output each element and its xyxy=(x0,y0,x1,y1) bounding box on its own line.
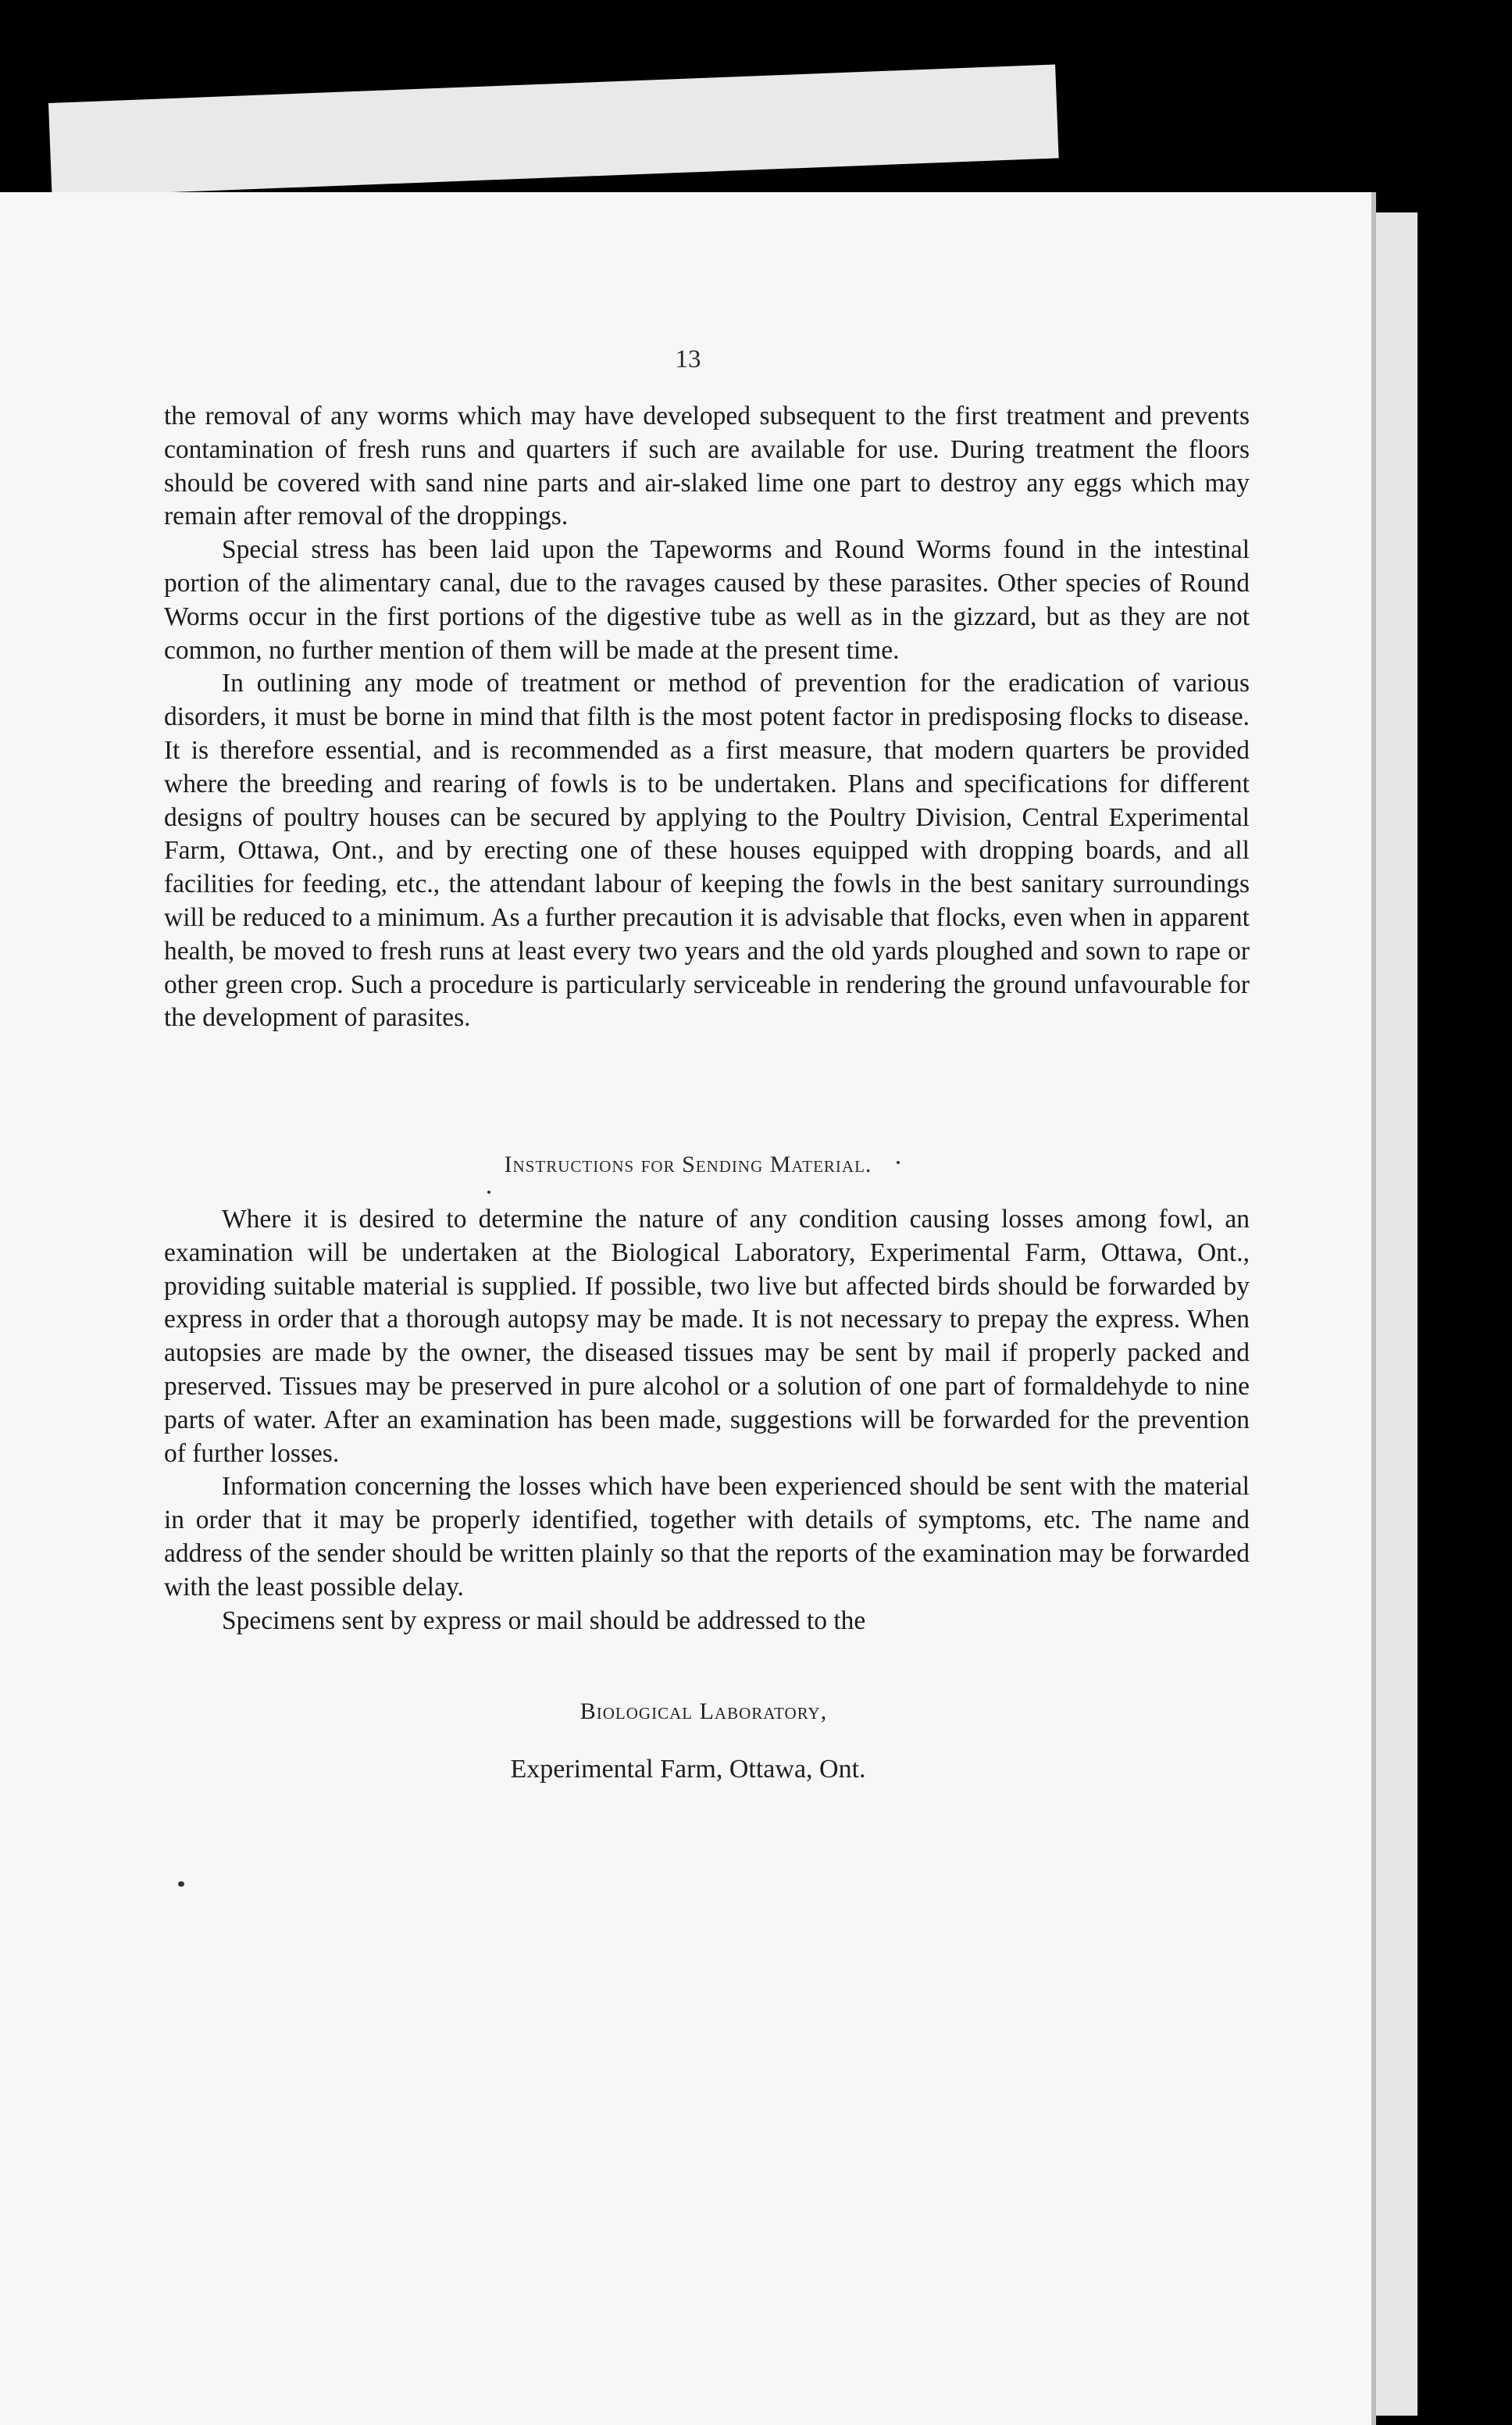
paragraph-special-stress: Special stress has been laid upon the Tapeworms and Round Worms found in the intestinal portion of the alimentary canal, due to the ravages caused by these parasites. Other species of Round Worms occur in the first portions of the digestive tube as well as in the gizzard, but as they are not common, no further mention of them will be made at the present time. xyxy=(164,535,1250,665)
body-text xyxy=(164,400,1250,1035)
paragraph-prevention: In outlining any mode of treatment or method of prevention for the eradication of various disorders, it must be borne in mind that filth is the most potent factor in predisposing flocks to disease. It is therefore essential, and is recommended as a first measure, that modern quarters be provided where the breeding and rearing of fowls is to be undertaken. Plans and specifications for different designs of poultry houses can be secured by applying to the Poultry Division, Central Experimental Farm, Ottawa, Ont., and by erecting one of these houses equipped with dropping boards, and all facilities for feeding, etc., the attendant labour of keeping the fowls in the best sanitary surroundings will be reduced to a minimum. As a further precaution it is advisable that flocks, even when in apparent health, be moved to fresh runs at least every two years and the old yards ploughed and sown to rape or other green crop. Such a procedure is particularly serviceable in rendering the ground unfavourable for the development of parasites. xyxy=(164,669,1250,1033)
paragraph-specimens: Specimens sent by express or mail should be addressed to the xyxy=(222,1605,866,1635)
paragraph-worm-removal: the removal of any worms which may have developed subsequent to the first treatment and prevents contamination of fresh runs and quarters if such are available for use. During treatment the floors should be covered with sand nine parts and air-slaked lime one part to destroy any eggs which may remain after removal of the droppings. xyxy=(164,402,1250,531)
address-laboratory: Biological Laboratory, xyxy=(579,1698,828,1724)
instructions-text xyxy=(164,1203,1250,1638)
address-farm: Experimental Farm, Ottawa, Ont. xyxy=(510,1755,866,1784)
ink-speck xyxy=(897,1161,900,1164)
paragraph-information: Information concerning the losses which have been experienced should be sent with the material in order that it may be properly identified, together with details of symptoms, etc. The name and address of the sender should be written plainly so that the reports of the examination may be forwarded with the least possible delay. xyxy=(164,1472,1250,1602)
paragraph-examination: Where it is desired to determine the nature of any condition causing losses among fowl, an examination will be undertaken at the Biological Laboratory, Experimental Farm, Ottawa, Ont., providing suitable material is supplied. If possible, two live but affected birds should be forwarded by express in order that a thorough autopsy may be made. It is not necessary to prepay the express. When autopsies are made by the owner, the diseased tissues may be sent by mail if properly packed and preserved. Tissues may be preserved in pure alcohol or a solution of one part of formaldehyde to nine parts of water. After an examination has been made, suggestions will be forwarded for the prevention of further losses. xyxy=(164,1205,1250,1468)
document-page xyxy=(0,192,1376,2425)
ink-speck xyxy=(178,1881,184,1887)
back-sheet-top-edge xyxy=(48,64,1059,196)
section-heading-instructions: Instructions for Sending Material. xyxy=(504,1152,872,1177)
ink-speck xyxy=(487,1191,490,1194)
page-number: 13 xyxy=(675,345,701,373)
